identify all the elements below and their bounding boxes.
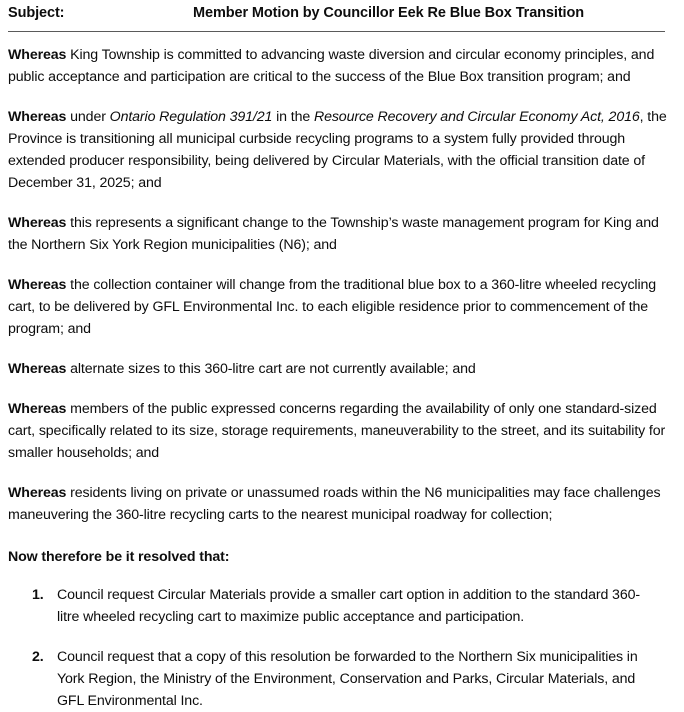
- header-divider: [8, 31, 665, 32]
- resolution-list-item: [8, 584, 672, 628]
- paragraph-lead: Whereas: [8, 401, 67, 417]
- paragraph-text: alternate sizes to this 360-litre cart are not currently available; and: [66, 361, 476, 377]
- paragraph-lead: Whereas: [8, 109, 67, 125]
- document-body: [0, 44, 684, 712]
- whereas-paragraph: [8, 212, 672, 256]
- act-citation: Resource Recovery and Circular Economy Act, 2016: [313, 109, 640, 125]
- paragraph-text: members of the public expressed concerns regarding the availability of only one standard-sized cart, specifically related to its size, storage requirements, maneuverability to the street, and its suitability for smaller households; and: [8, 401, 666, 461]
- paragraph-segment: , the Province is transitioning all municipal curbside recycling programs to a system fully provided through extended producer responsibility, being delivered by Circular Materials, with the official transition date of December 31, 2025; and: [8, 109, 667, 191]
- whereas-paragraph: [8, 106, 672, 194]
- subject-label: Subject:: [8, 5, 65, 21]
- regulation-citation: Ontario Regulation 391/21: [109, 109, 273, 125]
- paragraph-segment: in the: [272, 109, 314, 125]
- subject-row: [0, 0, 684, 23]
- list-marker: 2.: [32, 649, 44, 665]
- document-title: Member Motion by Councillor Eek Re Blue Box Transition: [193, 5, 584, 21]
- whereas-paragraph: [8, 358, 672, 380]
- paragraph-text: the collection container will change from the traditional blue box to a 360-litre wheeled recycling cart, to be delivered by GFL Environmental Inc. to each eligible residence prior to commencement of the program; and: [8, 277, 657, 337]
- whereas-paragraph: [8, 482, 672, 526]
- paragraph-lead: Whereas: [8, 215, 67, 231]
- list-item-text: Council request that a copy of this resolution be forwarded to the Northern Six municipalities in York Region, the Ministry of the Environment, Conservation and Parks, Circular Materials, and GFL Environmental Inc.: [57, 649, 638, 709]
- paragraph-segment: under: [66, 109, 110, 125]
- whereas-paragraph: [8, 44, 672, 88]
- paragraph-text: residents living on private or unassumed roads within the N6 municipalities may face challenges maneuvering the 360-litre recycling carts to the nearest municipal roadway for collection;: [8, 485, 661, 523]
- whereas-paragraph: [8, 274, 672, 340]
- paragraph-lead: Whereas: [8, 485, 67, 501]
- paragraph-lead: Whereas: [8, 277, 67, 293]
- paragraph-text: King Township is committed to advancing waste diversion and circular economy principles, and public acceptance and participation are critical to the success of the Blue Box transition program; and: [8, 47, 655, 85]
- list-marker: 1.: [32, 587, 44, 603]
- whereas-paragraph: [8, 398, 672, 464]
- paragraph-lead: Whereas: [8, 47, 67, 63]
- resolution-list: [8, 584, 672, 712]
- paragraph-text: this represents a significant change to the Township’s waste management program for King and the Northern Six York Region municipalities (N6); and: [8, 215, 659, 253]
- resolution-heading: Now therefore be it resolved that:: [8, 549, 230, 565]
- list-item-text: Council request Circular Materials provide a smaller cart option in addition to the standard 360-litre wheeled recycling cart to maximize public acceptance and participation.: [57, 587, 640, 625]
- paragraph-lead: Whereas: [8, 361, 67, 377]
- resolution-list-item: [8, 646, 672, 712]
